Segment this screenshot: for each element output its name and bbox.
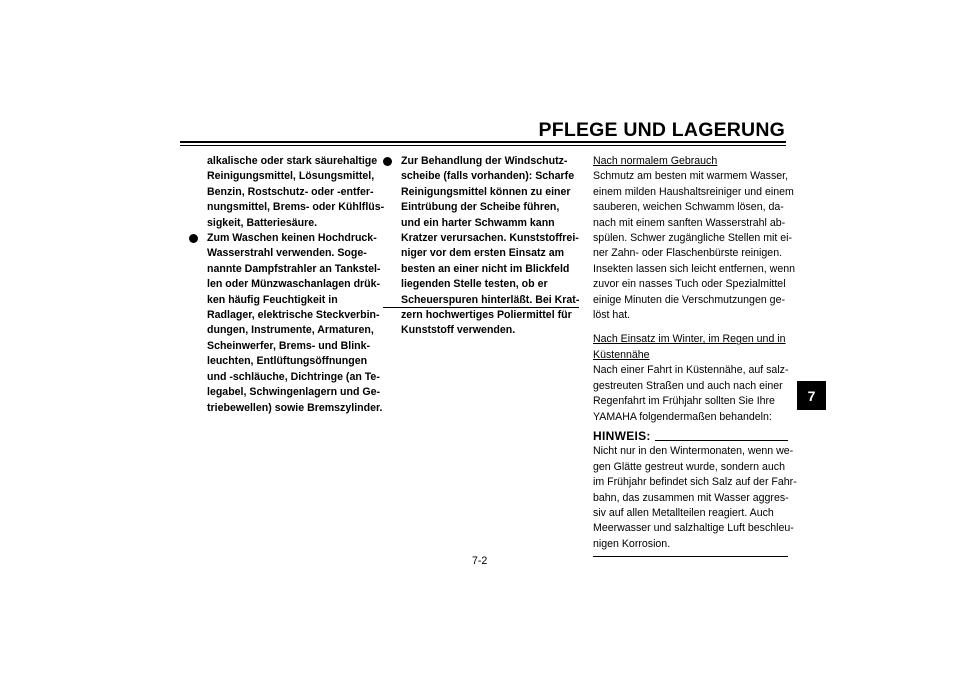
text-line: Insekten lassen sich leicht entfernen, wenn bbox=[593, 262, 795, 275]
text-line: nannte Dampfstrahler an Tankstel- bbox=[207, 262, 381, 275]
text-line: legabel, Schwingenlagern und Ge- bbox=[207, 386, 381, 399]
spacer bbox=[593, 323, 788, 332]
header-rule-thin bbox=[180, 145, 786, 146]
text-line: im Frühjahr befindet sich Salz auf der Fahr- bbox=[593, 476, 797, 489]
text-line: scheibe (falls vorhanden): Scharfe bbox=[401, 170, 575, 183]
column-middle bbox=[383, 154, 579, 339]
text-line: alkalische oder stark säurehaltige bbox=[207, 155, 378, 167]
column-right bbox=[593, 154, 797, 557]
continuation-text bbox=[189, 154, 385, 231]
text-line: Benzin, Rostschutz- oder -entfer- bbox=[207, 185, 374, 198]
section-heading-winter-cont: Küstennähe bbox=[593, 348, 650, 361]
text-line: bahn, das zusammen mit Wasser aggres- bbox=[593, 491, 789, 504]
text-line: Scheinwerfer, Brems- und Blink- bbox=[207, 339, 371, 352]
section-body-winter bbox=[593, 363, 788, 425]
text-line: spülen. Schwer zugängliche Stellen mit ei- bbox=[593, 232, 793, 245]
note-header bbox=[593, 429, 788, 444]
bullet-item-pressure-washer bbox=[189, 231, 383, 416]
header-rule-thick bbox=[180, 141, 786, 143]
text-line: Regenfahrt im Frühjahr sollten Sie Ihre bbox=[593, 395, 775, 408]
text-line: Kunststoff verwenden. bbox=[401, 324, 516, 337]
text-line: und ein harter Schwamm kann bbox=[401, 216, 555, 229]
section-heading-normal-use: Nach normalem Gebrauch bbox=[593, 155, 718, 167]
text-line: len oder Münzwaschanlagen drük- bbox=[207, 278, 381, 291]
text-line: zuvor ein nasses Tuch oder Spezialmittel bbox=[593, 278, 786, 291]
text-line: sigkeit, Batteriesäure. bbox=[207, 216, 318, 229]
text-line: und -schläuche, Dichtringe (an Te- bbox=[207, 370, 380, 383]
text-line: Nicht nur in den Wintermonaten, wenn we- bbox=[593, 445, 794, 458]
section-heading-winter: Nach Einsatz im Winter, im Regen und in bbox=[593, 333, 786, 346]
note-end-rule bbox=[593, 556, 788, 557]
warning-end-rule bbox=[383, 307, 579, 308]
text-line: dungen, Instrumente, Armaturen, bbox=[207, 324, 374, 337]
text-line: nigen Korrosion. bbox=[593, 537, 671, 550]
text-line: siv auf allen Metallteilen reagiert. Auch bbox=[593, 506, 774, 519]
text-line: ner Zahn- oder Flaschenbürste reinigen. bbox=[593, 247, 783, 260]
text-line: Meerwasser und salzhaltige Luft beschleu- bbox=[593, 522, 794, 535]
text-line: Radlager, elektrische Steckverbin- bbox=[207, 309, 380, 322]
text-line: leuchten, Entlüftungsöffnungen bbox=[207, 355, 368, 368]
text-line: Scheuerspuren hinterläßt. Bei Krat- bbox=[401, 293, 580, 306]
page-number: 7-2 bbox=[472, 555, 488, 567]
text-line: niger vor dem ersten Einsatz am bbox=[401, 247, 565, 260]
column-left bbox=[189, 154, 385, 416]
text-line: liegenden Stelle testen, ob er bbox=[401, 278, 548, 291]
note-rule bbox=[655, 440, 788, 441]
section-body-normal-use bbox=[593, 169, 795, 323]
text-line: Schmutz am besten mit warmem Wasser, bbox=[593, 170, 789, 183]
note-body bbox=[593, 444, 797, 552]
text-line: gen Glätte gestreut wurde, sondern auch bbox=[593, 460, 785, 473]
text-line: Eintrübung der Scheibe führen, bbox=[401, 201, 560, 214]
text-line: Nach einer Fahrt in Küstennähe, auf salz- bbox=[593, 364, 789, 377]
text-line: einige Minuten die Verschmutzungen ge- bbox=[593, 293, 785, 306]
text-line: Zur Behandlung der Windschutz- bbox=[401, 155, 568, 167]
text-line: Zum Waschen keinen Hochdruck- bbox=[207, 232, 377, 245]
chapter-tab: 7 bbox=[797, 381, 826, 410]
text-line: gestreuten Straßen und auch nach einer bbox=[593, 379, 783, 392]
text-line: einem milden Haushaltsreiniger und einem bbox=[593, 185, 794, 198]
text-line: triebewellen) sowie Bremszylinder. bbox=[207, 401, 383, 414]
text-line: nungsmittel, Brems- oder Kühlflüs- bbox=[207, 201, 385, 214]
text-line: Reinigungsmittel, Lösungsmittel, bbox=[207, 170, 375, 183]
text-line: Wasserstrahl verwenden. Soge- bbox=[207, 247, 367, 260]
bullet-icon bbox=[383, 157, 392, 166]
page-title: PFLEGE UND LAGERUNG bbox=[538, 119, 785, 141]
text-line: löst hat. bbox=[593, 309, 631, 322]
text-line: sauberen, weichen Schwamm lösen, da- bbox=[593, 201, 784, 214]
bullet-item-windshield bbox=[383, 154, 579, 339]
text-line: Reinigungsmittel können zu einer bbox=[401, 185, 571, 198]
text-line: zern hochwertiges Poliermittel für bbox=[401, 309, 572, 322]
text-line: nach mit einem sanften Wasserstrahl ab- bbox=[593, 216, 786, 229]
bullet-icon bbox=[189, 234, 198, 243]
text-line: besten an einer nicht im Blickfeld bbox=[401, 262, 570, 275]
text-line: YAMAHA folgendermaßen behandeln: bbox=[593, 410, 772, 423]
text-line: Kratzer verursachen. Kunststoffrei- bbox=[401, 232, 579, 245]
note-title: HINWEIS: bbox=[593, 428, 651, 443]
text-line: ken häufig Feuchtigkeit in bbox=[207, 293, 338, 306]
